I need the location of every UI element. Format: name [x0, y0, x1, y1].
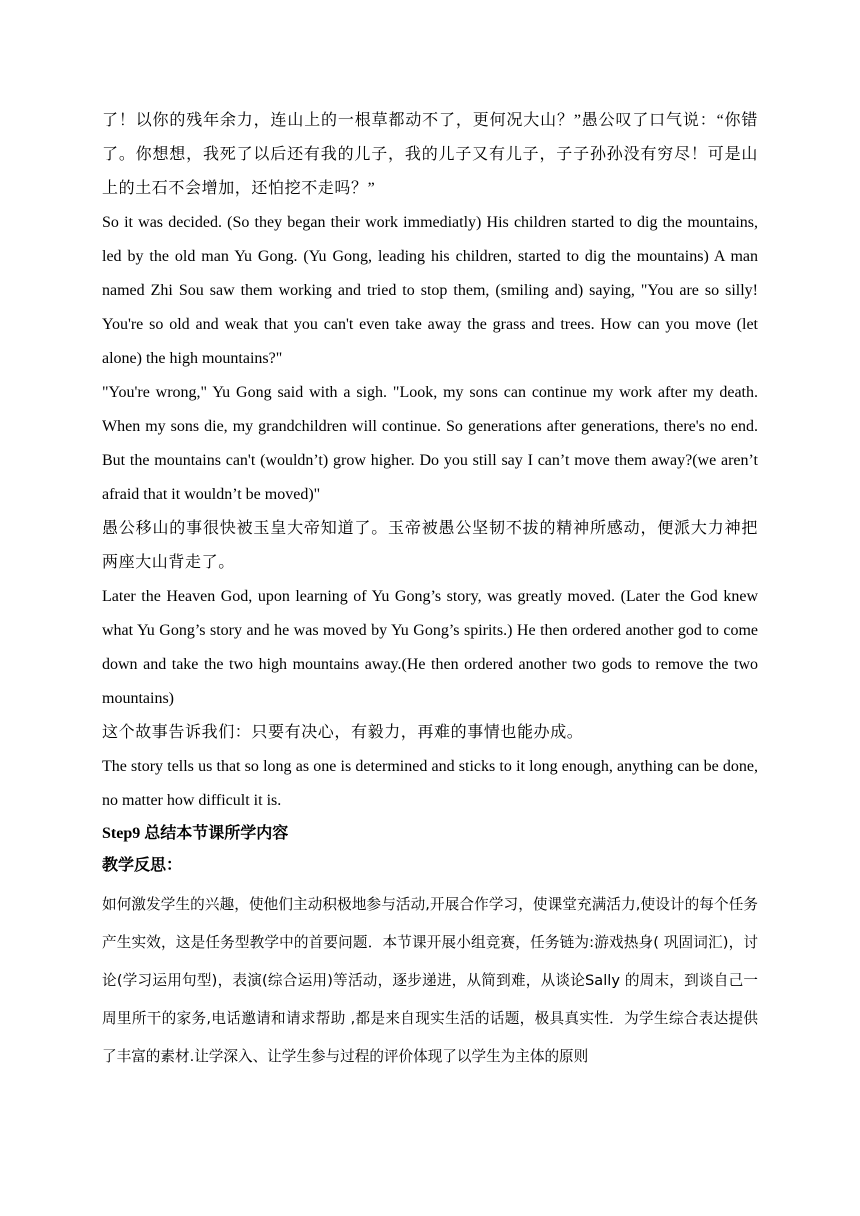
english-paragraph-moral: The story tells us that so long as one is determined and sticks to it long enough, anything can be done, no matter how difficult it is.: [102, 758, 758, 809]
chinese-paragraph-dialogue: 了！以你的残年余力，连山上的一根草都动不了，更何况大山？”愚公叹了口气说：“你错了。你想想，我死了以后还有我的儿子，我的儿子又有儿子，子子孙孙没有穷尽！可是山上的土石不会增加，还怕挖不走吗？”: [102, 112, 758, 197]
chinese-paragraph-heaven-god: 愚公移山的事很快被玉皇大帝知道了。玉帝被愚公坚韧不拔的精神所感动，便派大力神把两座大山背走了。: [102, 520, 758, 571]
english-paragraph-reply: "You're wrong," Yu Gong said with a sigh. "Look, my sons can continue my work after my death. When my sons die, my grandchildren will continue. So generations after generations, there's no end. But the mountains can't (wouldn’t) grow higher. Do you still say I can’t move them away?(we aren’t afraid that it wouldn’t be moved)": [102, 384, 758, 503]
english-paragraph-decision: So it was decided. (So they began their work immediatly) His children started to dig the mountains, led by the old man Yu Gong. (Yu Gong, leading his children, started to dig the mountains) A man named Zhi Sou saw them working and tried to stop them, (smiling and) saying, "You are so silly! You're so old and weak that you can't even take away the grass and trees. How can you move (let alone) the high mountains?": [102, 214, 758, 367]
step9-heading: Step9 总结本节课所学内容: [102, 825, 289, 842]
reflection-paragraph: 如何激发学生的兴趣，使他们主动积极地参与活动,开展合作学习，使课堂充满活力,使设计的每个任务产生实效，这是任务型教学中的首要问题．本节课开展小组竞赛，任务链为:游戏热身( 巩固词汇)，讨论(学习运用句型)，表演(综合运用)等活动，逐步递进，从简到难，从谈论Sally 的周末，到谈自己一周里所干的家务,电话邀请和请求帮助 ,都是来自现实生活的话题，极具真实性．为学生综合表达提供了丰富的素材.让学深入、让学生参与过程的评价体现了以学生为主体的原则: [102, 896, 758, 1065]
english-paragraph-heaven-god: Later the Heaven God, upon learning of Yu Gong’s story, was greatly moved. (Later the God knew what Yu Gong’s story and he was moved by Yu Gong’s spirits.) He then ordered another god to come down and take the two high mountains away.(He then ordered another two gods to remove the two mountains): [102, 588, 758, 707]
reflection-heading: 教学反思：: [102, 857, 183, 874]
document-body: [102, 104, 758, 1076]
chinese-paragraph-moral: 这个故事告诉我们：只要有决心，有毅力，再难的事情也能办成。: [102, 724, 584, 741]
